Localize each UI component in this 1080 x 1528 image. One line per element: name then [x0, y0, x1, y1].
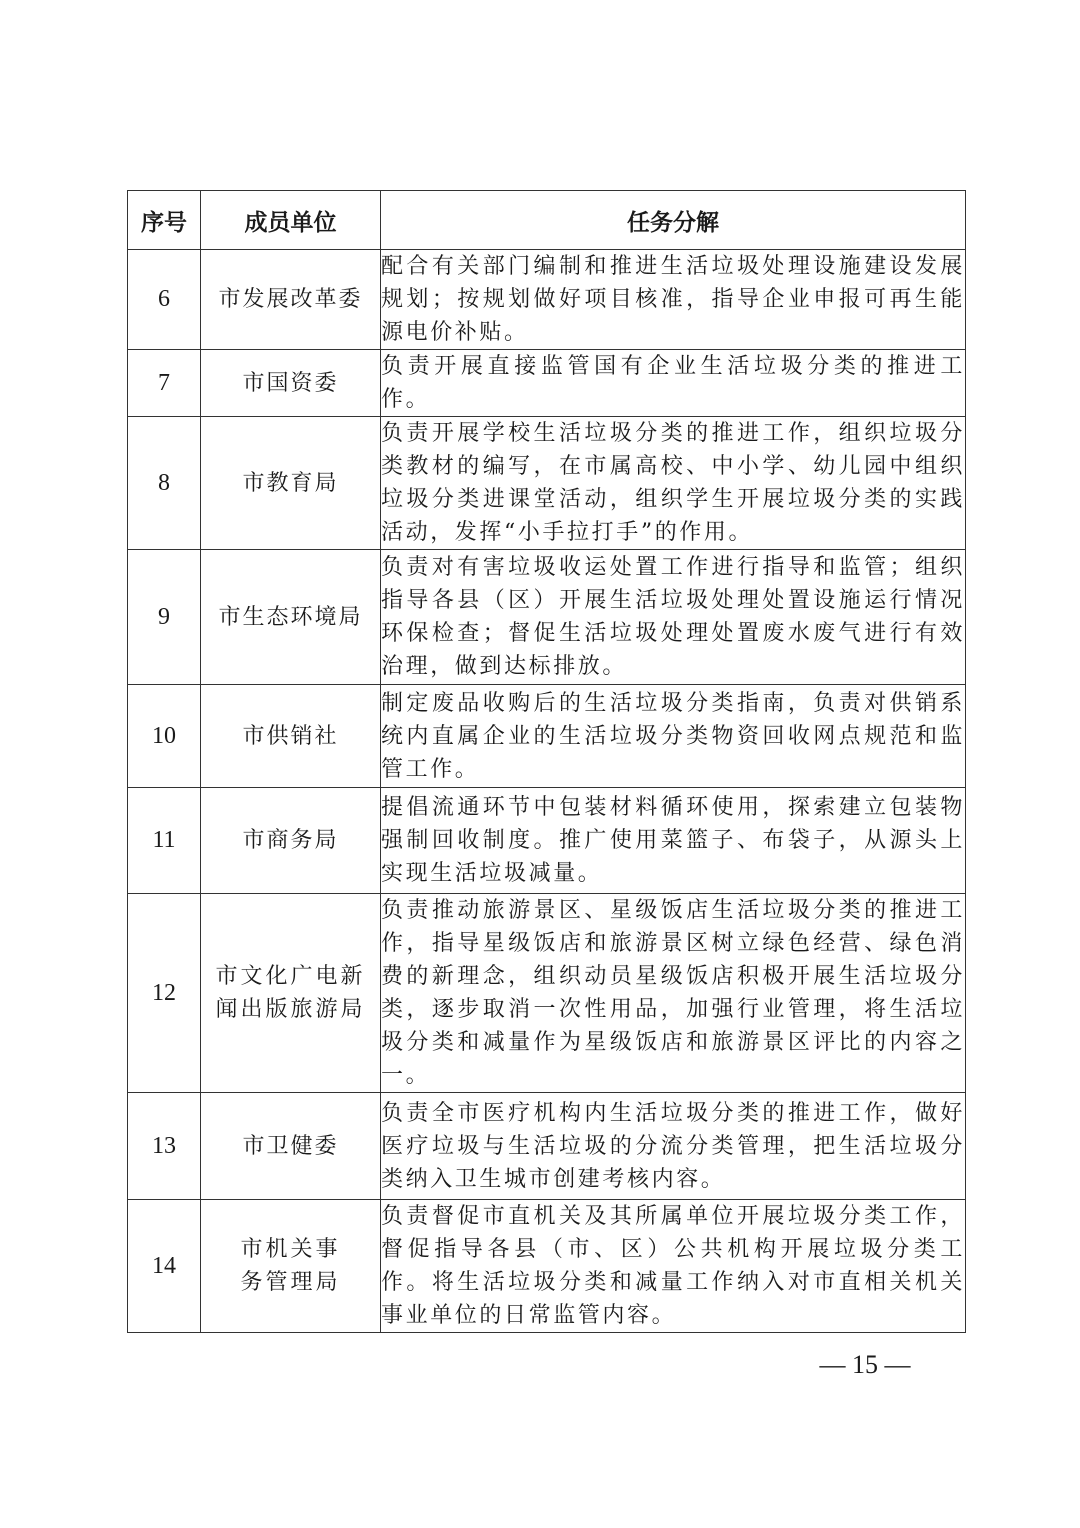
header-task-breakdown: 任务分解: [381, 191, 966, 250]
table-row: [128, 350, 966, 417]
row-unit: 市卫健委: [201, 1093, 381, 1200]
row-number: 6: [128, 250, 201, 350]
row-unit: 市商务局: [201, 788, 381, 894]
row-number: 14: [128, 1200, 201, 1333]
row-task: 提倡流通环节中包装材料循环使用，探索建立包装物强制回收制度。推广使用菜篮子、布袋子，从源头上实现生活垃圾减量。: [381, 788, 966, 894]
row-number: 11: [128, 788, 201, 894]
table-row: [128, 1200, 966, 1333]
table-row: [128, 417, 966, 550]
row-number: 8: [128, 417, 201, 550]
row-task: 负责督促市直机关及其所属单位开展垃圾分类工作，督促指导各县（市、区）公共机构开展垃圾分类工作。将生活垃圾分类和减量工作纳入对市直相关机关事业单位的日常监管内容。: [381, 1200, 966, 1333]
row-number: 9: [128, 550, 201, 685]
row-task: 配合有关部门编制和推进生活垃圾处理设施建设发展规划；按规划做好项目核准，指导企业申报可再生能源电价补贴。: [381, 250, 966, 350]
row-task: 负责开展学校生活垃圾分类的推进工作，组织垃圾分类教材的编写，在市属高校、中小学、幼儿园中组织垃圾分类进课堂活动，组织学生开展垃圾分类的实践活动，发挥“小手拉打手”的作用。: [381, 417, 966, 550]
page-number: — 15 —: [819, 1350, 911, 1379]
row-number: 10: [128, 685, 201, 788]
table-row: [128, 250, 966, 350]
row-task: 制定废品收购后的生活垃圾分类指南，负责对供销系统内直属企业的生活垃圾分类物资回收网点规范和监管工作。: [381, 685, 966, 788]
table-row: [128, 685, 966, 788]
row-task: 负责开展直接监管国有企业生活垃圾分类的推进工作。: [381, 350, 966, 417]
row-unit: 市文化广电新闻出版旅游局: [201, 894, 381, 1093]
header-member-unit: 成员单位: [201, 191, 381, 250]
header-serial: 序号: [128, 191, 201, 250]
table-row: [128, 550, 966, 685]
row-unit: 市机关事务管理局: [201, 1200, 381, 1333]
row-number: 12: [128, 894, 201, 1093]
row-number: 13: [128, 1093, 201, 1200]
table-header-row: [128, 191, 966, 250]
row-task: 负责对有害垃圾收运处置工作进行指导和监管；组织指导各县（区）开展生活垃圾处理处置设施运行情况环保检查；督促生活垃圾处理处置废水废气进行有效治理，做到达标排放。: [381, 550, 966, 685]
row-unit: 市教育局: [201, 417, 381, 550]
row-unit: 市国资委: [201, 350, 381, 417]
row-unit: 市供销社: [201, 685, 381, 788]
row-task: 负责推动旅游景区、星级饭店生活垃圾分类的推进工作，指导星级饭店和旅游景区树立绿色经营、绿色消费的新理念，组织动员星级饭店积极开展生活垃圾分类，逐步取消一次性用品，加强行业管理，将生活垃圾分类和减量作为星级饭店和旅游景区评比的内容之一。: [381, 894, 966, 1093]
row-unit: 市发展改革委: [201, 250, 381, 350]
row-number: 7: [128, 350, 201, 417]
table-row: [128, 894, 966, 1093]
row-unit: 市生态环境局: [201, 550, 381, 685]
row-task: 负责全市医疗机构内生活垃圾分类的推进工作，做好医疗垃圾与生活垃圾的分流分类管理，把生活垃圾分类纳入卫生城市创建考核内容。: [381, 1093, 966, 1200]
table-row: [128, 1093, 966, 1200]
table-row: [128, 788, 966, 894]
task-table: [127, 190, 966, 1333]
